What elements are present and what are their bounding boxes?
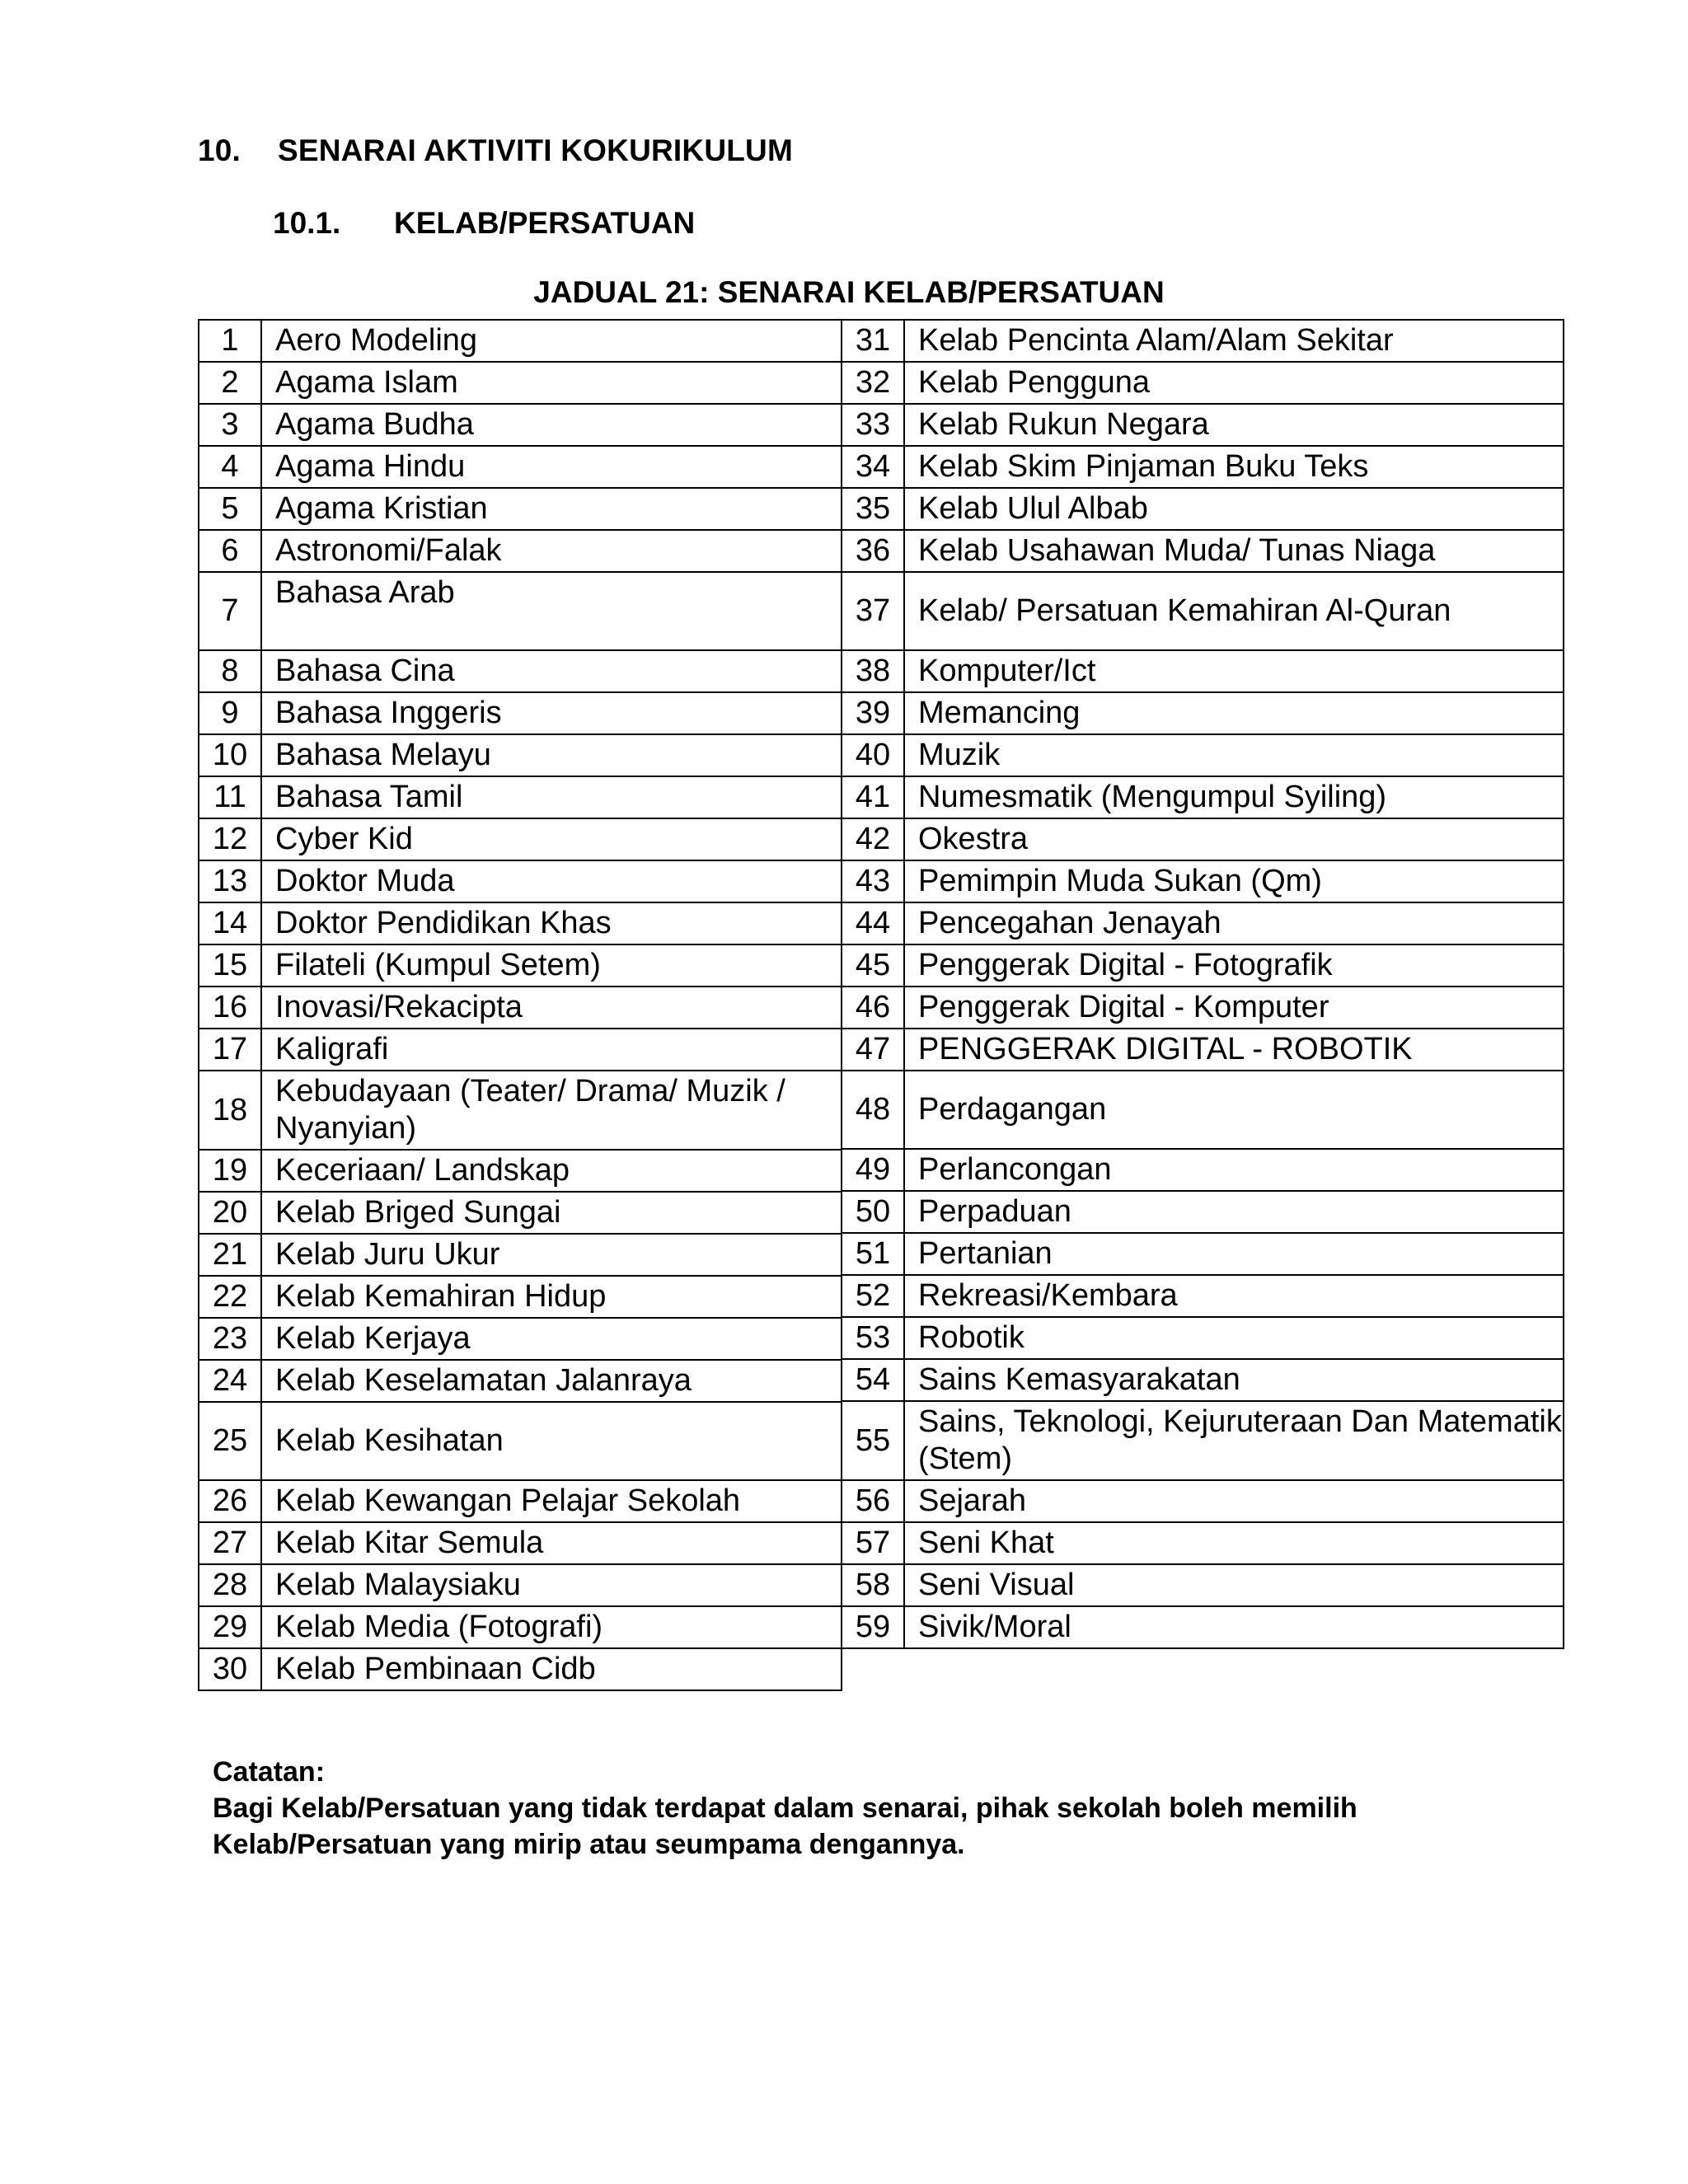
table-row [842, 446, 1564, 488]
row-number: 49 [842, 1149, 904, 1191]
table-row [199, 818, 842, 860]
table-row [842, 902, 1564, 944]
table-row [842, 530, 1564, 572]
note-label: Catatan: [213, 1756, 326, 1788]
club-name: Kelab Skim Pinjaman Buku Teks [904, 446, 1564, 488]
club-name: Sivik/Moral [904, 1606, 1564, 1648]
club-name: Agama Hindu [261, 446, 842, 488]
table-row [842, 1606, 1564, 1648]
row-number: 18 [199, 1071, 261, 1150]
row-number: 13 [199, 860, 261, 902]
row-number: 32 [842, 362, 904, 404]
club-name: Rekreasi/Kembara [904, 1275, 1564, 1317]
club-name: Inovasi/Rekacipta [261, 987, 842, 1029]
club-name: PENGGERAK DIGITAL - ROBOTIK [904, 1029, 1564, 1071]
club-name: Kelab Usahawan Muda/ Tunas Niaga [904, 530, 1564, 572]
club-name: Kebudayaan (Teater/ Drama/ Muzik / Nyanyian) [261, 1071, 842, 1150]
row-number: 34 [842, 446, 904, 488]
row-number: 57 [842, 1522, 904, 1564]
table-row [199, 488, 842, 530]
row-number: 38 [842, 650, 904, 692]
row-number: 1 [199, 320, 261, 362]
row-number: 15 [199, 944, 261, 987]
row-number: 46 [842, 987, 904, 1029]
club-name: Sejarah [904, 1480, 1564, 1522]
table-row [199, 1029, 842, 1071]
club-name: Seni Khat [904, 1522, 1564, 1564]
club-name: Seni Visual [904, 1564, 1564, 1606]
table-row [199, 1606, 842, 1648]
club-name: Astronomi/Falak [261, 530, 842, 572]
table-row [199, 572, 842, 650]
row-number: 27 [199, 1522, 261, 1564]
table-row [199, 1522, 842, 1564]
row-number: 41 [842, 776, 904, 818]
club-table-left [198, 319, 842, 1691]
row-number: 11 [199, 776, 261, 818]
club-name: Kelab Briged Sungai [261, 1192, 842, 1234]
table-row [842, 1480, 1564, 1522]
club-name: Kelab Kitar Semula [261, 1522, 842, 1564]
row-number: 7 [199, 572, 261, 650]
table-row [199, 1564, 842, 1606]
subsection-heading [273, 206, 695, 241]
table-row [842, 944, 1564, 987]
row-number: 58 [842, 1564, 904, 1606]
row-number: 23 [199, 1318, 261, 1360]
row-number: 42 [842, 818, 904, 860]
row-number: 36 [842, 530, 904, 572]
table-row [842, 860, 1564, 902]
table-row [842, 320, 1564, 362]
club-name: Kelab Rukun Negara [904, 404, 1564, 446]
subsection-number: 10.1. [273, 206, 341, 240]
club-name: Perlancongan [904, 1149, 1564, 1191]
club-name: Kelab/ Persatuan Kemahiran Al-Quran [904, 572, 1564, 650]
table-row [842, 1317, 1564, 1359]
row-number: 5 [199, 488, 261, 530]
club-name: Kelab Keselamatan Jalanraya [261, 1360, 842, 1402]
table-row [199, 902, 842, 944]
club-name: Numesmatik (Mengumpul Syiling) [904, 776, 1564, 818]
note-text: Bagi Kelab/Persatuan yang tidak terdapat dalam senarai, pihak sekolah boleh memilih Kelab/Persatuan yang mirip atau seumpama dengannya. [213, 1793, 1357, 1860]
table-row [199, 320, 842, 362]
table-row [199, 446, 842, 488]
table-row [199, 860, 842, 902]
table-row [842, 1029, 1564, 1071]
row-number: 2 [199, 362, 261, 404]
table-row [842, 488, 1564, 530]
club-name: Bahasa Inggeris [261, 692, 842, 734]
table-row [842, 818, 1564, 860]
club-name: Kelab Kesihatan [261, 1402, 842, 1480]
club-name: Robotik [904, 1317, 1564, 1359]
table-row [199, 944, 842, 987]
club-name: Kelab Pencinta Alam/Alam Sekitar [904, 320, 1564, 362]
club-name: Kelab Pengguna [904, 362, 1564, 404]
row-number: 59 [842, 1606, 904, 1648]
club-name: Kaligrafi [261, 1029, 842, 1071]
table-row [199, 1234, 842, 1276]
table-row [199, 362, 842, 404]
table-row [199, 1150, 842, 1192]
club-name: Agama Islam [261, 362, 842, 404]
club-name: Bahasa Melayu [261, 734, 842, 776]
row-number: 50 [842, 1191, 904, 1233]
club-name: Bahasa Tamil [261, 776, 842, 818]
row-number: 22 [199, 1276, 261, 1318]
club-name: Komputer/Ict [904, 650, 1564, 692]
row-number: 21 [199, 1234, 261, 1276]
row-number: 51 [842, 1233, 904, 1275]
club-name: Kelab Kemahiran Hidup [261, 1276, 842, 1318]
club-name: Bahasa Cina [261, 650, 842, 692]
club-name: Penggerak Digital - Komputer [904, 987, 1564, 1029]
table-row [199, 776, 842, 818]
row-number: 35 [842, 488, 904, 530]
row-number: 37 [842, 572, 904, 650]
table-row [842, 1522, 1564, 1564]
row-number: 26 [199, 1480, 261, 1522]
table-row [199, 1318, 842, 1360]
club-name: Perpaduan [904, 1191, 1564, 1233]
club-name: Filateli (Kumpul Setem) [261, 944, 842, 987]
row-number: 12 [199, 818, 261, 860]
club-name: Kelab Juru Ukur [261, 1234, 842, 1276]
row-number: 16 [199, 987, 261, 1029]
table-row [842, 572, 1564, 650]
row-number: 40 [842, 734, 904, 776]
row-number: 14 [199, 902, 261, 944]
table-row [842, 1071, 1564, 1149]
club-name: Kelab Kewangan Pelajar Sekolah [261, 1480, 842, 1522]
table-row [842, 734, 1564, 776]
table-row [199, 1192, 842, 1234]
row-number: 55 [842, 1401, 904, 1480]
table-row [199, 530, 842, 572]
table-row [842, 404, 1564, 446]
club-name: Agama Kristian [261, 488, 842, 530]
club-name: Kelab Ulul Albab [904, 488, 1564, 530]
row-number: 54 [842, 1359, 904, 1401]
row-number: 4 [199, 446, 261, 488]
row-number: 9 [199, 692, 261, 734]
row-number: 30 [199, 1648, 261, 1690]
table-row [842, 1191, 1564, 1233]
table-row [842, 776, 1564, 818]
club-name: Doktor Muda [261, 860, 842, 902]
table-row [199, 987, 842, 1029]
row-number: 20 [199, 1192, 261, 1234]
table-row [199, 404, 842, 446]
row-number: 8 [199, 650, 261, 692]
table-row [842, 1359, 1564, 1401]
row-number: 29 [199, 1606, 261, 1648]
club-name: Muzik [904, 734, 1564, 776]
club-name: Bahasa Arab [261, 572, 842, 650]
row-number: 31 [842, 320, 904, 362]
table-row [199, 1402, 842, 1480]
club-name: Pencegahan Jenayah [904, 902, 1564, 944]
row-number: 53 [842, 1317, 904, 1359]
row-number: 33 [842, 404, 904, 446]
club-name: Memancing [904, 692, 1564, 734]
table-row [842, 650, 1564, 692]
row-number: 28 [199, 1564, 261, 1606]
row-number: 45 [842, 944, 904, 987]
row-number: 39 [842, 692, 904, 734]
club-name: Aero Modeling [261, 320, 842, 362]
note [213, 1754, 1498, 1863]
club-name: Pemimpin Muda Sukan (Qm) [904, 860, 1564, 902]
table-row [842, 1564, 1564, 1606]
table-row [199, 650, 842, 692]
row-number: 19 [199, 1150, 261, 1192]
row-number: 44 [842, 902, 904, 944]
club-table [198, 319, 1564, 1691]
club-table-right [841, 319, 1564, 1649]
row-number: 6 [199, 530, 261, 572]
club-name: Doktor Pendidikan Khas [261, 902, 842, 944]
club-name: Okestra [904, 818, 1564, 860]
table-row [199, 1071, 842, 1150]
row-number: 24 [199, 1360, 261, 1402]
club-name: Cyber Kid [261, 818, 842, 860]
row-number: 25 [199, 1402, 261, 1480]
row-number: 48 [842, 1071, 904, 1149]
club-name: Pertanian [904, 1233, 1564, 1275]
table-row [199, 1360, 842, 1402]
row-number: 3 [199, 404, 261, 446]
table-row [199, 692, 842, 734]
club-name: Sains, Teknologi, Kejuruteraan Dan Matematik (Stem) [904, 1401, 1564, 1480]
row-number: 56 [842, 1480, 904, 1522]
row-number: 17 [199, 1029, 261, 1071]
club-name: Agama Budha [261, 404, 842, 446]
table-row [842, 987, 1564, 1029]
table-row [199, 734, 842, 776]
table-row [842, 1401, 1564, 1480]
table-row [199, 1480, 842, 1522]
table-row [842, 1233, 1564, 1275]
table-row [842, 692, 1564, 734]
table-row [199, 1276, 842, 1318]
section-number: 10. [198, 134, 241, 167]
club-name: Kelab Pembinaan Cidb [261, 1648, 842, 1690]
row-number: 10 [199, 734, 261, 776]
club-name: Kelab Media (Fotografi) [261, 1606, 842, 1648]
row-number: 52 [842, 1275, 904, 1317]
table-caption: JADUAL 21: SENARAI KELAB/PERSATUAN [533, 275, 1165, 309]
row-number: 43 [842, 860, 904, 902]
club-name: Keceriaan/ Landskap [261, 1150, 842, 1192]
table-row [842, 1275, 1564, 1317]
club-name: Penggerak Digital - Fotografik [904, 944, 1564, 987]
section-title: SENARAI AKTIVITI KOKURIKULUM [278, 134, 793, 167]
table-row [842, 1149, 1564, 1191]
club-name: Perdagangan [904, 1071, 1564, 1149]
club-name: Kelab Malaysiaku [261, 1564, 842, 1606]
row-number: 47 [842, 1029, 904, 1071]
club-name: Kelab Kerjaya [261, 1318, 842, 1360]
club-name: Sains Kemasyarakatan [904, 1359, 1564, 1401]
table-row [842, 362, 1564, 404]
table-row [199, 1648, 842, 1690]
subsection-title: KELAB/PERSATUAN [394, 206, 696, 240]
section-heading [198, 134, 793, 168]
